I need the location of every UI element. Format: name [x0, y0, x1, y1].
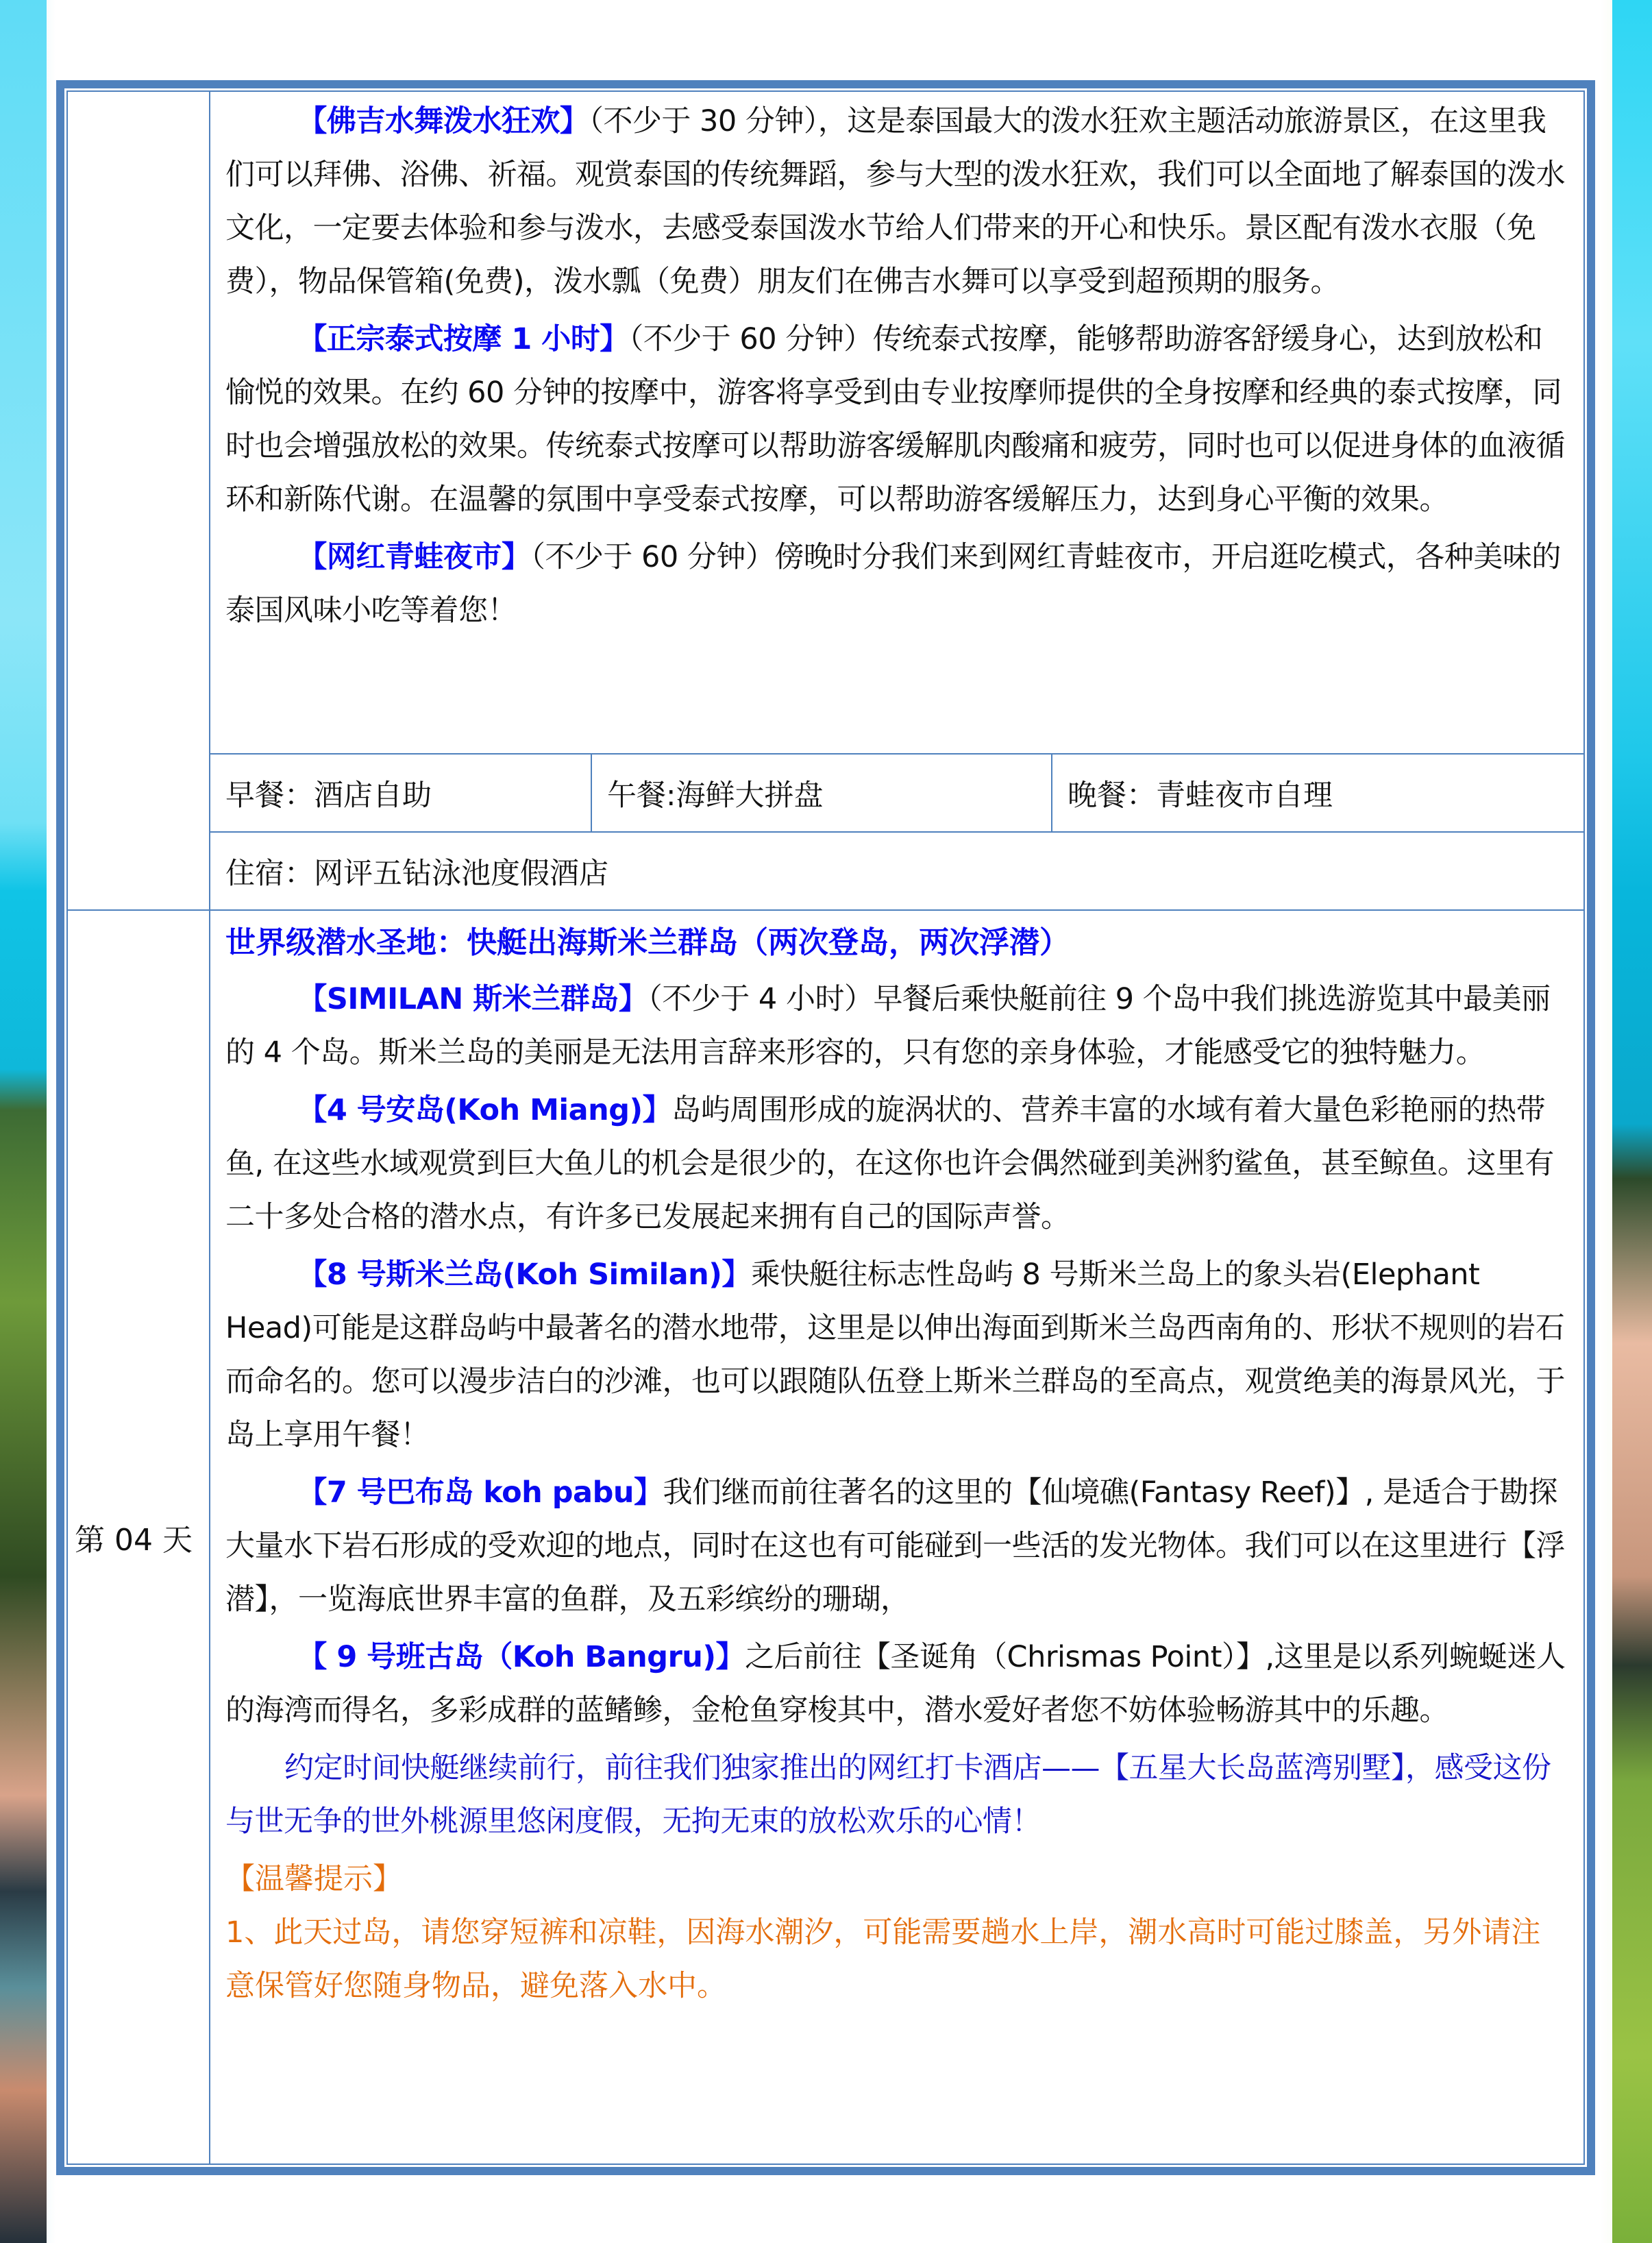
activity-text: （不少于 4 小时）早餐后乘快艇前往 9 个岛中我们挑选游览其中最美丽的 4 个岛。斯米兰岛的美丽是无法用言辞来形容的，只有您的亲身体验，才能感受它的独特魅力。 — [225, 982, 1551, 1070]
activity-title: 【网红青蛙夜市】 — [297, 540, 531, 574]
day3-activities-row — [68, 92, 1583, 754]
activity-text: 之后前往【圣诞角（Chrismas Point）】,这里是以系列蜿蜒迷人的海湾而得名，多彩成群的蓝鳍鲹，金枪鱼穿梭其中，潜水爱好者您不妨体验畅游其中的乐趣。 — [225, 1640, 1566, 1728]
day3-label-cell — [68, 92, 210, 910]
activity-paragraph — [225, 1083, 1570, 1244]
itinerary-table — [68, 92, 1583, 2164]
page-margin-left — [47, 0, 56, 2243]
activity-paragraph — [225, 1466, 1570, 1626]
tip-item: 1、此天过岛，请您穿短裤和凉鞋，因海水潮汐，可能需要趟水上岸，潮水高时可能过膝盖，另外请注意保管好您随身物品，避免落入水中。 — [225, 1915, 1541, 2003]
activity-paragraph — [225, 1630, 1570, 1737]
day3-hotel-row — [68, 832, 1583, 910]
activity-text: （不少于 30 分钟），这是泰国最大的泼水狂欢主题活动旅游景区，在这里我们可以拜佛、浴佛、祈福。观赏泰国的传统舞蹈，参与大型的泼水狂欢，我们可以全面地了解泰国的泼水文化，一定要去体验和参与泼水，去感受泰国泼水节给人们带来的开心和快乐。景区配有泼水衣服（免费），物品保管箱(免费)，泼水瓢（免费）朋友们在佛吉水舞可以享受到超预期的服务。 — [225, 104, 1565, 299]
itinerary-table-frame — [56, 80, 1595, 2175]
activity-title: 【 9 号班古岛（Koh Bangru)】 — [297, 1640, 745, 1674]
activity-paragraph — [225, 530, 1570, 637]
hotel-note: 约定时间快艇继续前行，前往我们独家推出的网红打卡酒店——【五星大长岛蓝湾别墅】，感受这份与世无争的世外桃源里悠闲度假，无拘无束的放松欢乐的心情！ — [225, 1751, 1551, 1839]
day3-activities-cell — [210, 92, 1583, 754]
activity-text: 岛屿周围形成的旋涡状的、营养丰富的水域有着大量色彩艳丽的热带鱼, 在这些水域观赏到巨大鱼儿的机会是很少的，在这你也许会偶然碰到美洲豹鲨鱼，甚至鲸鱼。这里有二十多处合格的潜水点，有许多已发展起来拥有自己的国际声誉。 — [225, 1093, 1554, 1234]
itinerary-table-inner-border — [66, 90, 1585, 2165]
tips-title: 【温馨提示】 — [225, 1862, 402, 1896]
background-photo-left — [0, 0, 47, 2243]
activity-paragraph — [225, 312, 1570, 526]
activity-title: 【佛吉水舞泼水狂欢】 — [297, 104, 589, 138]
day4-row — [68, 910, 1583, 2164]
day4-content-cell — [210, 910, 1583, 2164]
activity-text: （不少于 60 分钟）传统泰式按摩，能够帮助游客舒缓身心，达到放松和愉悦的效果。在约 60 分钟的按摩中，游客将享受到由专业按摩师提供的全身按摩和经典的泰式按摩，同时也会增强放松的效果。传统泰式按摩可以帮助游客缓解肌肉酸痛和疲劳，同时也可以促进身体的血液循环和新陈代谢。在温馨的氛围中享受泰式按摩，可以帮助游客缓解压力，达到身心平衡的效果。 — [225, 322, 1565, 517]
activity-text: （不少于 60 分钟）傍晚时分我们来到网红青蛙夜市，开启逛吃模式，各种美味的泰国风味小吃等着您！ — [225, 540, 1561, 628]
breakfast-cell: 早餐：酒店自助 — [210, 754, 591, 832]
lunch-cell: 午餐:海鲜大拼盘 — [591, 754, 1052, 832]
activity-title: 【7 号巴布岛 koh pabu】 — [297, 1475, 663, 1510]
activity-title: 【4 号安岛(Koh Miang)】 — [297, 1093, 672, 1127]
day3-meals-row — [68, 754, 1583, 832]
day-title: 世界级潜水圣地：快艇出海斯米兰群岛（两次登岛，两次浮潜） — [225, 925, 1070, 960]
activity-title: 【SIMILAN 斯米兰群岛】 — [297, 982, 648, 1016]
background-photo-right — [1612, 0, 1652, 2243]
activity-title: 【8 号斯米兰岛(Koh Similan)】 — [297, 1258, 751, 1292]
activity-paragraph — [225, 95, 1570, 308]
activity-paragraph — [225, 1248, 1570, 1462]
day4-label-cell — [68, 910, 210, 2164]
activity-text: 乘快艇往标志性岛屿 8 号斯米兰岛上的象头岩(Elephant Head)可能是这群岛屿中最著名的潜水地带，这里是以伸出海面到斯米兰岛西南角的、形状不规则的岩石而命名的。您可以漫步洁白的沙滩，也可以跟随队伍登上斯米兰群岛的至高点，观赏绝美的海景风光，于岛上享用午餐！ — [225, 1258, 1565, 1452]
activity-text: 我们继而前往著名的这里的【仙境礁(Fantasy Reef)】, 是适合于勘探大量水下岩石形成的受欢迎的地点，同时在这也有可能碰到一些活的发光物体。我们可以在这里进行【浮潜】，一览海底世界丰富的鱼群，及五彩缤纷的珊瑚， — [225, 1475, 1565, 1617]
hotel-cell: 住宿：网评五钻泳池度假酒店 — [210, 832, 1583, 910]
dinner-cell: 晚餐：青蛙夜市自理 — [1052, 754, 1583, 832]
page-margin-right — [1600, 0, 1612, 2243]
day-label: 第 04 天 — [75, 1523, 193, 1558]
activity-title: 【正宗泰式按摩 1 小时】 — [297, 322, 629, 356]
activity-paragraph — [225, 972, 1570, 1079]
